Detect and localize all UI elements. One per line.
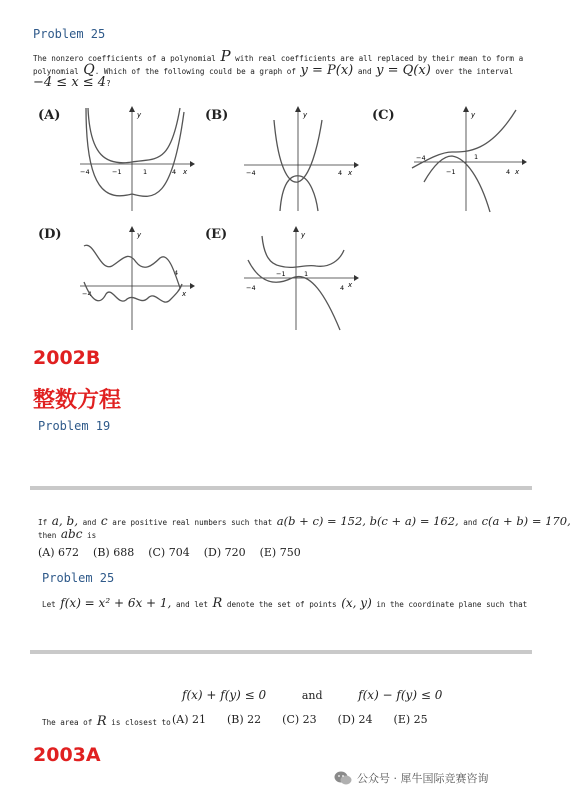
tick-label: 1 bbox=[143, 168, 148, 176]
problem-text-line3 bbox=[33, 77, 111, 90]
watermark-text: 公众号 · 犀牛国际竞赛咨询 bbox=[357, 772, 489, 785]
text-fragment: polynomial bbox=[33, 67, 79, 76]
math-eq: y = P(x) bbox=[300, 63, 354, 78]
graph-d bbox=[76, 226, 196, 334]
graph-c bbox=[410, 106, 530, 214]
curve-p bbox=[262, 236, 344, 267]
text-fragment: ? bbox=[106, 79, 111, 88]
tick-label: 4 bbox=[506, 168, 511, 176]
text-fragment: is closest to bbox=[111, 718, 171, 727]
inequalities bbox=[182, 688, 442, 702]
problem-text-line1 bbox=[42, 597, 527, 611]
tick-label: 1 bbox=[474, 153, 479, 161]
choice-e: (E) 750 bbox=[259, 546, 301, 559]
problem-heading: Problem 25 bbox=[33, 27, 106, 41]
problem-text-line1 bbox=[33, 47, 533, 65]
text-fragment: . Which of the following could be a graph of bbox=[94, 67, 296, 76]
y-axis-arrow bbox=[463, 106, 469, 112]
text-fragment: The area of bbox=[42, 718, 93, 727]
text-fragment: The nonzero coefficients of a polynomial bbox=[33, 54, 216, 63]
text-fragment: and bbox=[82, 518, 97, 527]
math-eq: a(b + c) = 152, b(c + a) = 162, bbox=[276, 514, 459, 528]
answer-choices bbox=[172, 713, 428, 726]
y-axis-label: y bbox=[303, 111, 308, 119]
x-axis-label: x bbox=[348, 169, 353, 177]
text-fragment: and bbox=[357, 67, 372, 76]
problem-heading: Problem 19 bbox=[38, 419, 111, 433]
math-eq: c(a + b) = 170, bbox=[481, 514, 571, 528]
x-axis-label: x bbox=[182, 290, 187, 298]
math-var: R bbox=[212, 596, 223, 611]
curve-q bbox=[424, 156, 490, 212]
text-fragment: over the interval bbox=[435, 67, 514, 76]
choice-b: (B) 22 bbox=[227, 713, 262, 726]
section-year: 2003A bbox=[33, 744, 101, 766]
problem-text-line2 bbox=[38, 528, 96, 542]
y-axis-label: y bbox=[301, 231, 306, 239]
graph-label-b: (B) bbox=[205, 108, 229, 123]
graph-label-e: (E) bbox=[205, 227, 228, 242]
graph-label-a: (A) bbox=[38, 108, 61, 123]
tick-label: −4 bbox=[82, 290, 92, 298]
x-axis-label: x bbox=[348, 281, 353, 289]
y-axis-label: y bbox=[137, 111, 142, 119]
tick-label: −1 bbox=[112, 168, 122, 176]
text-fragment: is bbox=[87, 531, 97, 540]
y-axis-arrow bbox=[129, 106, 135, 112]
curve-q bbox=[84, 282, 182, 302]
text-fragment: and bbox=[463, 518, 478, 527]
math-eq: −4 ≤ x ≤ 4 bbox=[33, 75, 107, 90]
y-axis-arrow bbox=[295, 106, 301, 112]
tick-label: 4 bbox=[172, 168, 177, 176]
math-var: P bbox=[220, 47, 231, 65]
x-axis-label: x bbox=[183, 168, 188, 176]
wechat-icon bbox=[334, 770, 352, 786]
watermark bbox=[334, 770, 489, 786]
problem-heading: Problem 25 bbox=[42, 571, 115, 585]
choice-d: (D) 720 bbox=[203, 546, 246, 559]
section-topic: 整数方程 bbox=[33, 388, 122, 413]
graph-label-d: (D) bbox=[38, 227, 62, 242]
problem-text-line1 bbox=[38, 515, 571, 529]
graph-e bbox=[240, 226, 360, 334]
y-axis-label: y bbox=[137, 231, 142, 239]
tick-label: 4 bbox=[340, 284, 345, 292]
math-eq: y = Q(x) bbox=[376, 63, 431, 78]
graph-b bbox=[240, 106, 360, 214]
text-fragment: If bbox=[38, 518, 48, 527]
x-axis-label: x bbox=[515, 168, 520, 176]
math-eq: f(x) − f(y) ≤ 0 bbox=[358, 688, 443, 702]
math-eq: f(x) + f(y) ≤ 0 bbox=[182, 688, 267, 702]
curve-p bbox=[412, 110, 516, 168]
graph-a bbox=[76, 106, 196, 214]
tick-label: 1 bbox=[304, 270, 309, 278]
answer-choices bbox=[38, 546, 301, 559]
y-axis-arrow bbox=[293, 226, 299, 232]
text-fragment: then bbox=[38, 531, 57, 540]
x-axis-arrow bbox=[354, 162, 359, 168]
choice-c: (C) 23 bbox=[282, 713, 317, 726]
problem-text-line2 bbox=[33, 64, 553, 78]
choice-b: (B) 688 bbox=[93, 546, 135, 559]
x-axis-arrow bbox=[190, 161, 195, 167]
curve-q bbox=[248, 260, 340, 330]
area-question bbox=[42, 716, 171, 729]
section-year: 2002B bbox=[33, 347, 101, 369]
text-fragment: in the coordinate plane such that bbox=[376, 600, 528, 609]
text-fragment: and bbox=[301, 689, 323, 702]
tick-label: −1 bbox=[276, 270, 286, 278]
math-var: Q bbox=[83, 62, 95, 78]
tick-label: 4 bbox=[338, 169, 343, 177]
choice-e: (E) 25 bbox=[393, 713, 428, 726]
text-fragment: denote the set of points bbox=[226, 600, 337, 609]
text-fragment: Let bbox=[42, 600, 56, 609]
tick-label: −4 bbox=[80, 168, 90, 176]
choice-d: (D) 24 bbox=[337, 713, 373, 726]
tick-label: −4 bbox=[246, 169, 256, 177]
divider bbox=[30, 650, 532, 654]
curve-p bbox=[88, 108, 180, 163]
text-fragment: with real coefficients are all replaced by their mean to form a bbox=[235, 54, 524, 63]
math-var: abc bbox=[60, 527, 83, 541]
graph-label-c: (C) bbox=[372, 108, 395, 123]
math-var: a, b, bbox=[51, 514, 79, 528]
choice-a: (A) 21 bbox=[172, 713, 207, 726]
divider bbox=[30, 486, 532, 490]
y-axis-arrow bbox=[129, 226, 135, 232]
text-fragment: are positive real numbers such that bbox=[112, 518, 273, 527]
curve-q bbox=[86, 108, 184, 196]
x-axis-arrow bbox=[190, 283, 195, 289]
text-fragment: and let bbox=[175, 600, 208, 609]
x-axis-arrow bbox=[522, 159, 527, 165]
tick-label: 4 bbox=[174, 269, 179, 277]
x-axis-arrow bbox=[354, 275, 359, 281]
y-axis-label: y bbox=[471, 111, 476, 119]
tick-label: −1 bbox=[446, 168, 456, 176]
choice-a: (A) 672 bbox=[38, 546, 80, 559]
math-eq: (x, y) bbox=[341, 596, 372, 610]
choice-c: (C) 704 bbox=[148, 546, 190, 559]
math-var: R bbox=[96, 714, 107, 729]
math-eq: f(x) = x² + 6x + 1, bbox=[60, 596, 172, 610]
tick-label: −4 bbox=[416, 154, 426, 162]
math-var: c bbox=[100, 514, 108, 528]
tick-label: −4 bbox=[246, 284, 256, 292]
